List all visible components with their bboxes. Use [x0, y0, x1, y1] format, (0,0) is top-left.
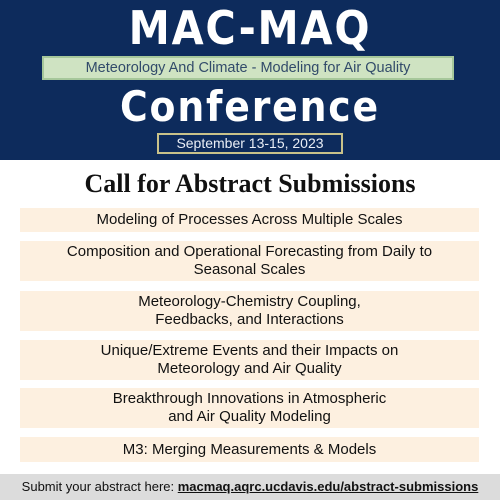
- conference-word: Conference: [120, 82, 380, 131]
- conference-subtitle: Meteorology And Climate - Modeling for Air Quality: [42, 56, 454, 80]
- topic-item: Meteorology-Chemistry Coupling, Feedbacks, and Interactions: [20, 291, 479, 331]
- abstract-submission-link[interactable]: macmaq.aqrc.ucdavis.edu/abstract-submissions: [177, 479, 479, 494]
- topic-item: Modeling of Processes Across Multiple Scales: [20, 208, 479, 232]
- topic-item: M3: Merging Measurements & Models: [20, 437, 479, 462]
- conference-acronym: MAC-MAQ: [128, 1, 372, 55]
- footer-text: Submit your abstract here:: [21, 479, 178, 494]
- conference-dates: September 13-15, 2023: [157, 133, 343, 154]
- header-banner: [0, 0, 500, 160]
- topic-item: Unique/Extreme Events and their Impacts on Meteorology and Air Quality: [20, 340, 479, 380]
- topic-item: Breakthrough Innovations in Atmospheric and Air Quality Modeling: [20, 388, 479, 428]
- topic-item: Composition and Operational Forecasting from Daily to Seasonal Scales: [20, 241, 479, 281]
- footer-bar: [0, 474, 500, 500]
- call-heading: Call for Abstract Submissions: [84, 169, 416, 198]
